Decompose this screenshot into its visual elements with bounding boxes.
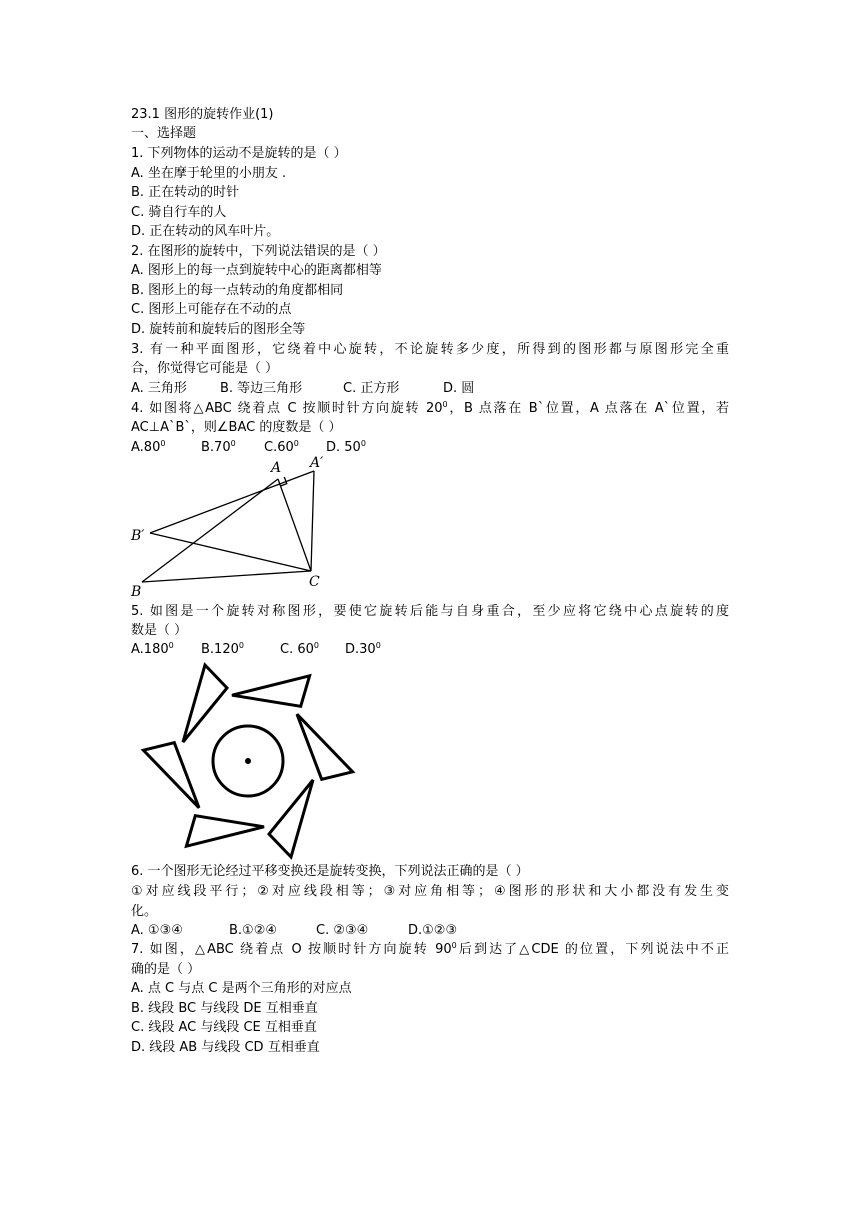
- q3-option-d: D. 圆: [443, 381, 475, 396]
- q4-option-d: D. $50^0$: [326, 439, 366, 455]
- q3-stem-line1: 3. 有一种平面图形，它绕着中心旋转，不论旋转多少度，所得到的图形都与原图形完全重: [131, 342, 729, 357]
- q1-option-c: C. 骑自行车的人: [131, 205, 227, 220]
- q1-option-a: A. 坐在摩于轮里的小朋友 .: [131, 166, 287, 181]
- q7-degree-mark: 0: [451, 941, 457, 950]
- q7-stem1-post: 后到达了△CDE 的位置，下列说法中不正: [456, 942, 730, 957]
- q7-option-d: D. 线段 AB 与线段 CD 互相垂直: [131, 1040, 320, 1055]
- q2-option-b: B. 图形上的每一点转动的角度都相同: [131, 283, 344, 298]
- q7-option-b: B. 线段 BC 与线段 DE 互相垂直: [131, 1001, 318, 1016]
- label-B: B: [131, 584, 142, 600]
- q4-stem1-pre: 4. 如图将△ABC 绕着点 C 按顺时针方向旋转 20: [131, 401, 443, 416]
- q3-option-a: A. 三角形: [131, 381, 187, 396]
- segment-B-A: [142, 479, 278, 582]
- q4-stem1-post: ，B 点落在 B`位置，A 点落在 A`位置，若: [447, 401, 729, 416]
- pinwheel-triangle: [232, 676, 310, 707]
- q7-stem-line2: 确的是（ ）: [131, 962, 201, 977]
- q5-option-c: C. $60^0$: [280, 641, 319, 657]
- q1-option-b: B. 正在转动的时针: [131, 185, 240, 200]
- label-B-prime: B′: [131, 528, 145, 544]
- segment-A2-C: [311, 471, 314, 571]
- q5-option-b: B.120$^0$: [201, 641, 244, 657]
- q6-statements-line1: ①对应线段平行；②对应线段相等；③对应角相等；④图形的形状和大小都没有发生变: [131, 884, 729, 899]
- q2-option-c: C. 图形上可能存在不动的点: [131, 302, 292, 317]
- q4-stem-line1: [131, 399, 729, 418]
- q6-option-b: B.①②④: [229, 923, 278, 938]
- q3-option-c: C. 正方形: [343, 381, 400, 396]
- right-angle-mark: [281, 477, 287, 486]
- segment-A-C: [278, 479, 311, 571]
- label-C: C: [309, 574, 320, 590]
- pinwheel-triangle: [297, 714, 353, 779]
- q6-stem: 6. 一个图形无论经过平移变换还是旋转变换，下列说法正确的是（ ）: [131, 864, 529, 879]
- q3-option-b: B. 等边三角形: [220, 381, 303, 396]
- q6-statements-line2: 化。: [131, 904, 158, 919]
- segment-B2-C: [150, 533, 311, 571]
- q5-stem-line1: 5. 如图是一个旋转对称图形，要使它旋转后能与自身重合，至少应将它绕中心点旋转的度: [131, 604, 729, 619]
- center-point: [245, 758, 251, 764]
- label-A: A: [271, 460, 282, 476]
- q6-option-d: D.①②③: [408, 923, 458, 938]
- section-heading: 一、选择题: [131, 126, 197, 141]
- q1-option-d: D. 正在转动的风车叶片。: [131, 224, 280, 239]
- q2-stem: 2. 在图形的旋转中，下列说法错误的是（ ）: [131, 244, 386, 259]
- q4-option-a: $A.80^0$: [131, 439, 166, 455]
- pinwheel-triangle: [143, 743, 199, 808]
- q5-option-a: A.180$^0$: [131, 641, 174, 657]
- q4-stem-line2: AC⊥A`B`，则∠BAC 的度数是（ ）: [131, 420, 342, 435]
- q6-option-c: C. ②③④: [316, 923, 369, 938]
- q4-triangle-figure: [128, 455, 343, 600]
- q5-option-d: $D.30^0$: [345, 641, 381, 657]
- segment-B-C: [142, 571, 311, 582]
- page-title: 23.1 图形的旋转作业(1): [131, 107, 274, 122]
- q3-stem-line2: 合，你觉得它可能是（ ）: [131, 361, 279, 376]
- q7-stem-line1: [131, 940, 729, 959]
- q7-option-c: C. 线段 AC 与线段 CE 互相垂直: [131, 1020, 317, 1035]
- q2-option-d: D. 旋转前和旋转后的图形全等: [131, 322, 306, 337]
- q4-option-c: $C.60^0$: [264, 439, 299, 455]
- q5-stem-line2: 数是（ ）: [131, 623, 188, 638]
- q7-stem1-pre: 7. 如图，△ABC 绕着点 O 按顺时针方向旋转 90: [131, 942, 452, 957]
- label-A-prime: A′: [310, 455, 324, 471]
- segment-B2-A2: [150, 471, 314, 533]
- q2-option-a: A. 图形上的每一点到旋转中心的距离都相等: [131, 263, 382, 278]
- pinwheel-triangle: [269, 780, 313, 857]
- q7-option-a: A. 点 C 与点 C 是两个三角形的对应点: [131, 981, 352, 996]
- q4-option-b: $B.70^0$: [201, 439, 236, 455]
- q4-degree-mark: 0: [442, 400, 448, 409]
- q6-option-a: A. ①③④: [131, 923, 183, 938]
- q5-rotational-figure: [136, 658, 361, 858]
- q1-stem: 1. 下列物体的运动不是旋转的是（ ）: [131, 146, 347, 161]
- pinwheel-triangle: [186, 816, 264, 847]
- pinwheel-triangle: [183, 665, 227, 742]
